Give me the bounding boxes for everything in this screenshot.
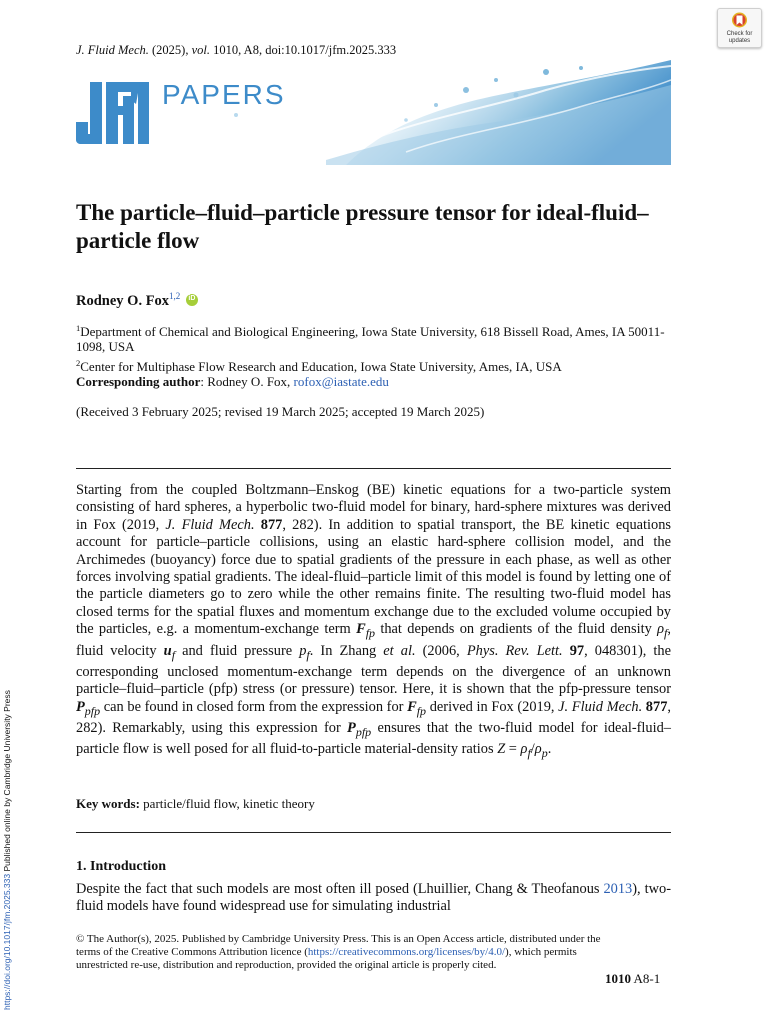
bookmark-icon: [731, 12, 748, 30]
abstract-text: that depends on gradients of the fluid density: [375, 621, 658, 638]
received-dates: (Received 3 February 2025; revised 19 March 2025; accepted 19 March 2025): [76, 404, 485, 419]
abstract-text: ensures that the two-fluid model for ideal-fluid–particle flow is well posed for all fluid-to-particle material-density ratios: [76, 719, 671, 758]
abstract-volume: 877: [642, 698, 668, 715]
abstract-text: and fluid pressure: [175, 642, 300, 659]
section-heading: 1. Introduction: [76, 859, 166, 874]
water-splash-image: [234, 60, 671, 165]
affiliation-1: [76, 321, 676, 354]
side-doi-link[interactable]: https://doi.org/10.1017/jfm.2025.333: [2, 873, 12, 1010]
badge-line2: updates: [728, 38, 751, 44]
divider-top: [76, 468, 671, 469]
intro-text: ), two-fluid models have found widespread use for simulating industrial: [76, 881, 671, 915]
author-affil-marks[interactable]: 1,2: [169, 291, 181, 301]
abstract-text: , 048301), the corresponding unclosed momentum-exchange term depends on the divergence of an unknown particle–fluid–particle (pfp) stress (or pressure) tensor. Here, it is shown that the pfp-pressure tensor: [76, 642, 671, 698]
license-text: © The Author(s), 2025. Published by Cambridge University Press. This is an Open Access article, distributed under the terms of the Creative Commons Attribution licence (: [76, 933, 601, 959]
abstract-volume: 877: [254, 516, 283, 533]
jfm-banner: [76, 60, 671, 165]
journal-citation-rest: 1010, A8, doi:10.1017/jfm.2025.333: [210, 43, 397, 57]
jfm-logo: [76, 82, 149, 144]
license-note: [76, 933, 606, 973]
abstract-text: (2006,: [415, 642, 467, 659]
papers-label: PAPERS: [162, 79, 286, 110]
author-name: Rodney O. Fox: [76, 293, 170, 309]
affiliation-mark: 1: [76, 323, 81, 333]
abstract-text: derived in Fox (2019,: [426, 698, 559, 715]
journal-citation: [76, 43, 396, 58]
abstract-text: can be found in closed form from the expression for: [100, 698, 408, 715]
abstract-text: , fluid velocity: [76, 621, 671, 659]
intro-text: Despite the fact that such models are most often ill posed (Lhuillier, Chang & Theofanous: [76, 881, 604, 897]
affiliation-text: Center for Multiphase Flow Research and Education, Iowa State University, Ames, IA, USA: [80, 359, 562, 374]
journal-name: J. Fluid Mech.: [76, 43, 149, 57]
abstract-text: . In Zhang: [309, 642, 384, 659]
affiliation-mark: 2: [76, 358, 81, 368]
keywords-label: Key words:: [76, 796, 140, 811]
corresponding-author: [76, 374, 676, 389]
orcid-icon[interactable]: iD: [186, 294, 198, 306]
affiliation-2: [76, 356, 676, 374]
abstract-text: Starting from the coupled Boltzmann–Enskog (BE) kinetic equations for a two-particle system consisting of hard spheres, a hyperbolic two-fluid model for binary, hard-sphere mixtures was derived in Fox (2019,: [76, 482, 671, 533]
corresponding-text: : Rodney O. Fox,: [200, 374, 294, 389]
email-link[interactable]: rofox@iastate.edu: [293, 374, 389, 389]
abstract-volume: 97: [562, 642, 585, 659]
abstract-text: .: [547, 741, 552, 758]
abstract-journal: J. Fluid Mech.: [165, 516, 255, 533]
keywords: [76, 796, 315, 812]
page-volume: 1010: [605, 971, 631, 986]
page-article: A8-1: [631, 971, 661, 986]
abstract-etal: et al.: [383, 642, 416, 659]
side-published: Published online by Cambridge University Press: [2, 690, 12, 874]
license-link[interactable]: https://creativecommons.org/licenses/by/4.0/: [307, 946, 506, 959]
journal-vol-label: vol.: [191, 43, 210, 57]
check-for-updates-badge[interactable]: [717, 8, 762, 48]
license-text: ), which permits unrestricted re-use, distribution and reproduction, provided the original article is properly cited.: [76, 946, 577, 972]
corresponding-label: Corresponding author: [76, 374, 201, 389]
paper-title: The particle–fluid–particle pressure tensor for ideal-fluid–particle flow: [76, 200, 649, 253]
abstract-text: , 282). Remarkably, using this expression for: [76, 698, 672, 736]
keywords-text: particle/fluid flow, kinetic theory: [139, 796, 315, 811]
badge-line1: Check for: [726, 31, 753, 37]
intro-paragraph: [76, 881, 671, 916]
affiliation-text: Department of Chemical and Biological Engineering, Iowa State University, 618 Bissell Road, Ames, IA 50011-1098, USA: [76, 324, 665, 354]
abstract: Starting from the coupled Boltzmann–Enskog (BE) kinetic equations for a two-particle system consisting of hard spheres, a hyperbolic two-fluid model for binary, hard-sphere mixtures was derived in Fox (2019, J. Fluid Mech. 877, 282). In addition to spatial transport, the BE kinetic equations account for particle–particle collisions, using an elastic hard-sphere collision model, and the Archimedes (buoyancy) force due to spatial gradients of the pressure in each phase, as well as other forces involving spatial gradients. The ideal-fluid–particle limit of this model is found by letting one of the particle diameters go to zero while the other remains finite. The resulting two-fluid model has closed terms for the spatial fluxes and momentum exchange due to the excluded volume occupied by the particles, e.g. a momentum-exchange term $F_{fp}$ that depends on gradients of the fluid density $\rho_f$, fluid velocity $u_f$ and fluid pressure $p_f$. In Zhang et al. (2006, Phys. Rev. Lett. 97, 048301), the corresponding unclosed momentum-exchange term depends on the divergence of an unknown particle–fluid–particle (pfp) stress (or pressure) tensor. Here, it is shown that the pfp-pressure tensor $P_{pfp}$ can be found in closed form from the expression for $F_{fp}$ derived in Fox (2019, J. Fluid Mech. 877, 282). Remarkably, using this expression for $P_{pfp}$ ensures that the two-fluid model for ideal-fluid–particle flow is well posed for all fluid-to-particle material-density ratios $Z = \rho_f/\rho_p$.: [76, 482, 672, 761]
abstract-journal: J. Fluid Mech.: [558, 698, 643, 715]
page-number: [605, 971, 660, 987]
journal-year: (2025),: [148, 43, 192, 57]
divider-bottom: [76, 832, 671, 833]
abstract-text: , 282). In addition to spatial transport, the BE kinetic equations account for particle–particle collisions, using an elastic hard-sphere collision model, and the Archimedes (buoyancy) force due to spatial gradients of the pressure in each phase, as well as other forces involving spatial gradients. The ideal-fluid–particle limit of this model is found by letting one of the particle diameters go to zero while the other remains finite. The resulting two-fluid model has closed terms for the spatial fluxes and momentum exchange due to the excluded volume occupied by the particles, e.g. a momentum-exchange term: [76, 516, 672, 638]
author-line: [76, 291, 198, 310]
side-doi-strip: [2, 690, 12, 1010]
citation-link[interactable]: 2013: [603, 881, 633, 897]
abstract-journal: Phys. Rev. Lett.: [466, 642, 563, 659]
